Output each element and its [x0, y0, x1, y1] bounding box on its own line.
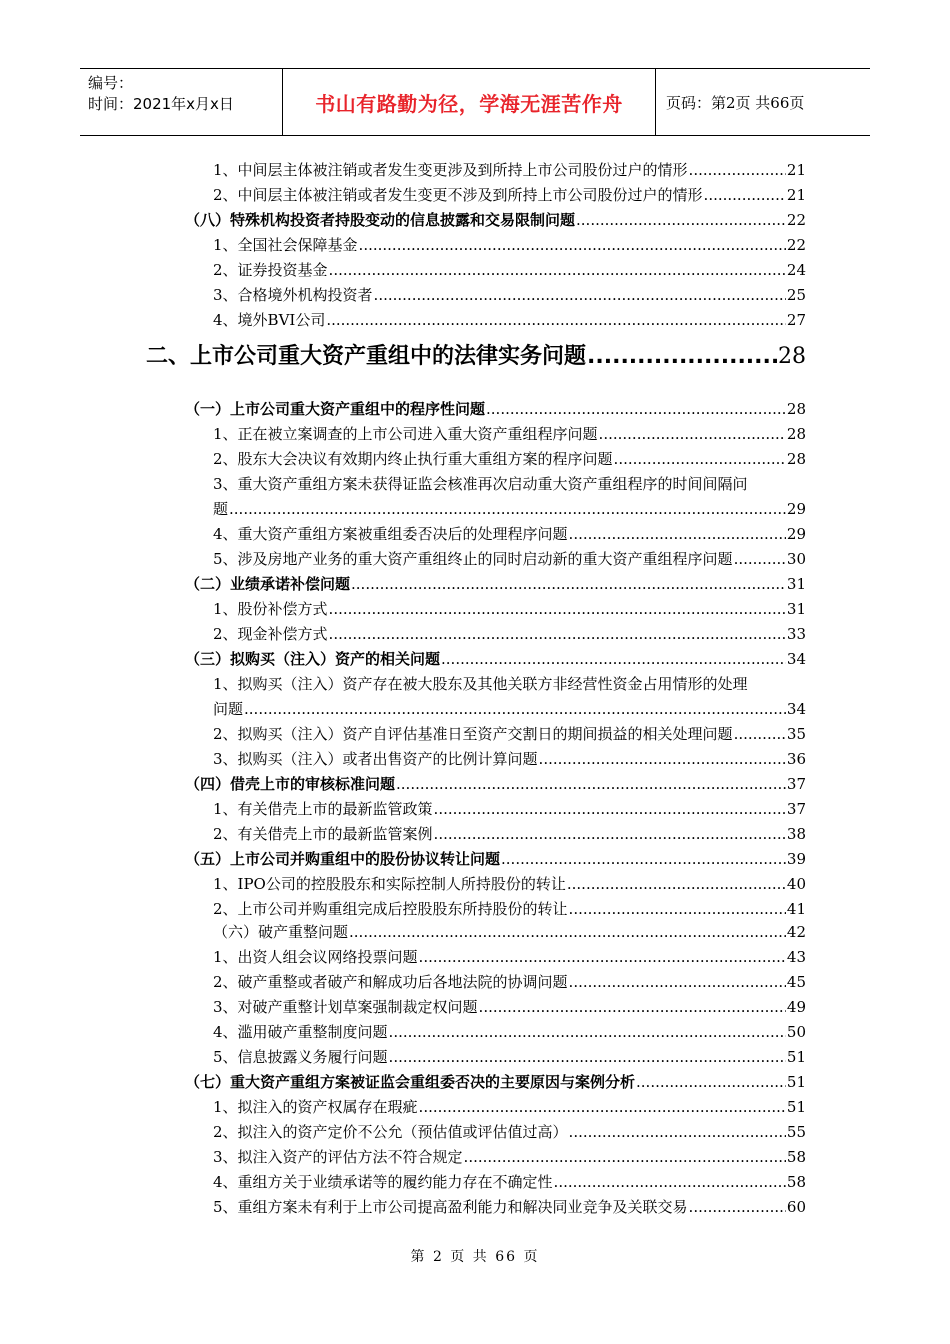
toc-leader [479, 996, 786, 1018]
toc-entry-title: 5、涉及房地产业务的重大资产重组终止的同时启动新的重大资产重组程序问题 [213, 550, 733, 568]
toc-entry[interactable] [213, 309, 806, 331]
toc-leader [614, 448, 786, 470]
toc-leader [554, 1171, 786, 1193]
toc-leader [349, 921, 786, 943]
toc-entry[interactable] [213, 971, 806, 993]
toc-entry-page: 50 [786, 1023, 806, 1041]
toc-entry-line1[interactable]: 1、拟购买（注入）资产存在被大股东及其他关联方非经营性资金占用情形的处理 [213, 675, 748, 693]
toc-entry[interactable] [213, 523, 806, 545]
toc-section-title: （八）特殊机构投资者持股变动的信息披露和交易限制问题 [185, 211, 576, 229]
toc-entry-page: 29 [786, 525, 806, 543]
toc-entry[interactable] [213, 548, 806, 570]
header-meta [80, 69, 283, 135]
toc-entry[interactable] [213, 423, 806, 445]
toc-entry-page: 22 [786, 236, 806, 254]
toc-section[interactable] [185, 398, 806, 420]
toc-leader [441, 648, 786, 670]
toc-entry-page: 21 [786, 186, 806, 204]
toc-entry[interactable] [213, 798, 806, 820]
toc-leader [396, 773, 786, 795]
toc-entry[interactable] [213, 698, 806, 720]
toc-leader [326, 309, 786, 331]
toc-entry-title: 3、拟购买（注入）或者出售资产的比例计算问题 [213, 750, 538, 768]
toc-leader [539, 748, 786, 770]
toc-entry[interactable] [213, 598, 806, 620]
toc-entry-title: 2、股东大会决议有效期内终止执行重大重组方案的程序问题 [213, 450, 613, 468]
toc-entry-title: 2、现金补偿方式 [213, 625, 328, 643]
toc-entry[interactable] [213, 184, 806, 206]
toc-entry[interactable] [213, 1146, 806, 1168]
toc-section-title: （三）拟购买（注入）资产的相关问题 [185, 650, 441, 668]
toc-entry-title: 5、重组方案未有利于上市公司提高盈利能力和解决同业竞争及关联交易 [213, 1198, 688, 1216]
toc-leader [351, 573, 786, 595]
toc-entry[interactable] [213, 723, 806, 745]
toc-entry-title: 3、对破产重整计划草案强制裁定权问题 [213, 998, 478, 1016]
toc-leader [734, 723, 786, 745]
toc-leader [389, 1021, 786, 1043]
toc-entry-title: 1、拟注入的资产权属存在瑕疵 [213, 1098, 418, 1116]
toc-entry-page: 31 [786, 575, 806, 593]
toc-leader [501, 848, 786, 870]
toc-entry[interactable] [213, 898, 806, 920]
toc-section-title: （一）上市公司重大资产重组中的程序性问题 [185, 400, 486, 418]
toc-entry-title: 2、有关借壳上市的最新监管案例 [213, 825, 433, 843]
toc-entry-title: 2、中间层主体被注销或者发生变更不涉及到所持上市公司股份过户的情形 [213, 186, 703, 204]
toc-leader [329, 598, 786, 620]
toc-entry-page: 41 [786, 900, 806, 918]
toc-entry-title: 1、有关借壳上市的最新监管政策 [213, 800, 433, 818]
toc-leader [374, 284, 786, 306]
toc-entry-page: 37 [786, 800, 806, 818]
toc-entry[interactable] [213, 1021, 806, 1043]
toc-entry-page: 22 [786, 211, 806, 229]
toc-leader [567, 873, 786, 895]
toc-entry-page: 51 [786, 1073, 806, 1091]
toc-entry-page: 42 [786, 923, 806, 941]
toc-entry-title: 1、股份补偿方式 [213, 600, 328, 618]
time-label: 时间：2021年x月x日 [88, 95, 234, 113]
toc-leader [636, 1071, 786, 1093]
toc-leader [419, 946, 786, 968]
toc-entry-page: 43 [786, 948, 806, 966]
toc-leader [569, 1121, 786, 1143]
toc-entry-title: 1、正在被立案调查的上市公司进入重大资产重组程序问题 [213, 425, 598, 443]
toc-entry-page: 58 [786, 1148, 806, 1166]
toc-entry-page: 34 [786, 700, 806, 718]
toc-entry-page: 28 [786, 400, 806, 418]
toc-leader [576, 209, 786, 231]
toc-leader [419, 1096, 786, 1118]
toc-entry-page: 49 [786, 998, 806, 1016]
toc-entry-page: 28 [786, 450, 806, 468]
toc-section[interactable] [185, 573, 806, 595]
toc-entry-title: 3、拟注入资产的评估方法不符合规定 [213, 1148, 463, 1166]
toc-entry[interactable] [213, 623, 806, 645]
page-header [80, 68, 870, 136]
toc-section-title: （六）破产重整问题 [213, 923, 349, 941]
toc-entry-title: 2、拟购买（注入）资产自评估基准日至资产交割日的期间损益的相关处理问题 [213, 725, 733, 743]
toc-entry[interactable] [213, 823, 806, 845]
toc-entry-page: 36 [786, 750, 806, 768]
toc-entry[interactable] [213, 448, 806, 470]
toc-leader [486, 398, 786, 420]
toc-section[interactable] [185, 848, 806, 870]
toc-leader [569, 523, 786, 545]
toc-entry-page: 29 [786, 500, 806, 518]
number-label: 编号： [88, 74, 134, 92]
toc-entry-page: 35 [786, 725, 806, 743]
toc-section[interactable] [185, 648, 806, 670]
toc-entry-title: 1、中间层主体被注销或者发生变更涉及到所持上市公司股份过户的情形 [213, 161, 688, 179]
toc-entry-title: 3、合格境外机构投资者 [213, 286, 373, 304]
toc-entry[interactable] [213, 1096, 806, 1118]
toc-entry-page: 28 [786, 425, 806, 443]
toc-entry-page: 31 [786, 600, 806, 618]
toc-section[interactable] [185, 1071, 806, 1093]
toc-leader [434, 823, 786, 845]
toc-entry[interactable] [213, 284, 806, 306]
toc-entry-page: 30 [786, 550, 806, 568]
toc-leader [599, 423, 786, 445]
toc-section-title: （二）业绩承诺补偿问题 [185, 575, 351, 593]
toc-leader [704, 184, 786, 206]
toc-entry-title: 2、上市公司并购重组完成后控股股东所持股份的转让 [213, 900, 568, 918]
toc-entry-title: 1、IPO公司的控股股东和实际控制人所持股份的转让 [213, 875, 566, 893]
toc-leader [329, 623, 786, 645]
toc-section-title: （五）上市公司并购重组中的股份协议转让问题 [185, 850, 501, 868]
toc-entry[interactable] [213, 946, 806, 968]
toc-entry-title: 2、证券投资基金 [213, 261, 328, 279]
toc-entry[interactable] [213, 159, 806, 181]
toc-entry-title: 1、全国社会保障基金 [213, 236, 358, 254]
toc-entry-page: 45 [786, 973, 806, 991]
toc-entry[interactable] [213, 498, 806, 520]
toc-entry-page: 25 [786, 286, 806, 304]
toc-entry-page: 38 [786, 825, 806, 843]
toc-entry-page: 34 [786, 650, 806, 668]
toc-entry[interactable] [213, 873, 806, 895]
toc-leader [229, 498, 786, 520]
toc-entry-title: 4、境外BVI公司 [213, 311, 326, 329]
toc-leader [329, 259, 786, 281]
toc-leader [389, 1046, 786, 1068]
toc-entry-page: 21 [786, 161, 806, 179]
toc-leader [244, 698, 786, 720]
toc-entry[interactable] [213, 1046, 806, 1068]
toc-chapter[interactable] [146, 341, 806, 373]
toc-entry-line1[interactable]: 3、重大资产重组方案未获得证监会核准再次启动重大资产重组程序的时间间隔问 [213, 475, 748, 493]
toc-entry-page: 55 [786, 1123, 806, 1141]
toc-entry[interactable] [213, 259, 806, 281]
toc-entry-page: 51 [786, 1048, 806, 1066]
toc-entry-page: 58 [786, 1173, 806, 1191]
header-motto: 书山有路勤为径，学海无涯苦作舟 [283, 69, 656, 135]
toc-leader [464, 1146, 786, 1168]
toc-entry-page: 33 [786, 625, 806, 643]
toc-entry-page: 60 [786, 1198, 806, 1216]
page-footer: 第 2 页 共 66 页 [410, 1249, 540, 1265]
toc-entry[interactable] [213, 748, 806, 770]
toc-leader [434, 798, 786, 820]
toc-entry-title: 问题 [213, 700, 244, 718]
toc-section-plain[interactable] [213, 921, 806, 943]
toc-leader [569, 898, 786, 920]
toc-entry-page: 40 [786, 875, 806, 893]
toc-leader [734, 548, 786, 570]
toc-leader [689, 159, 786, 181]
toc-entry-title: 4、滥用破产重整制度问题 [213, 1023, 388, 1041]
toc-entry[interactable] [213, 234, 806, 256]
toc-entry-title: 题 [213, 500, 229, 518]
toc-section-title: （四）借壳上市的审核标准问题 [185, 775, 396, 793]
toc-entry[interactable] [213, 996, 806, 1018]
header-page-label: 页码：第2页 共66页 [666, 93, 805, 112]
toc-entry-title: 5、信息披露义务履行问题 [213, 1048, 388, 1066]
toc-entry[interactable] [213, 1171, 806, 1193]
toc-entry-title: 2、破产重整或者破产和解成功后各地法院的协调问题 [213, 973, 568, 991]
toc-section[interactable] [185, 209, 806, 231]
toc-entry-page: 24 [786, 261, 806, 279]
toc-entry-page: 27 [786, 311, 806, 329]
toc-section-title: （七）重大资产重组方案被证监会重组委否决的主要原因与案例分析 [185, 1073, 636, 1091]
toc-entry[interactable] [213, 1196, 806, 1218]
toc-entry-title: 4、重大资产重组方案被重组委否决后的处理程序问题 [213, 525, 568, 543]
toc-entry-title: 2、拟注入的资产定价不公允（预估值或评估值过高） [213, 1123, 568, 1141]
toc-chapter-title: 二、上市公司重大资产重组中的法律实务问题 [146, 344, 587, 369]
toc-leader [689, 1196, 786, 1218]
toc-entry-title: 1、出资人组会议网络投票问题 [213, 948, 418, 966]
toc-section[interactable] [185, 773, 806, 795]
toc-leader [587, 341, 777, 373]
toc-leader [569, 971, 786, 993]
toc-entry-title: 4、重组方关于业绩承诺等的履约能力存在不确定性 [213, 1173, 553, 1191]
toc-entry[interactable] [213, 1121, 806, 1143]
toc-entry-page: 51 [786, 1098, 806, 1116]
toc-entry-page: 28 [778, 344, 806, 369]
toc-entry-page: 37 [786, 775, 806, 793]
toc-entry-page: 39 [786, 850, 806, 868]
toc-leader [359, 234, 786, 256]
